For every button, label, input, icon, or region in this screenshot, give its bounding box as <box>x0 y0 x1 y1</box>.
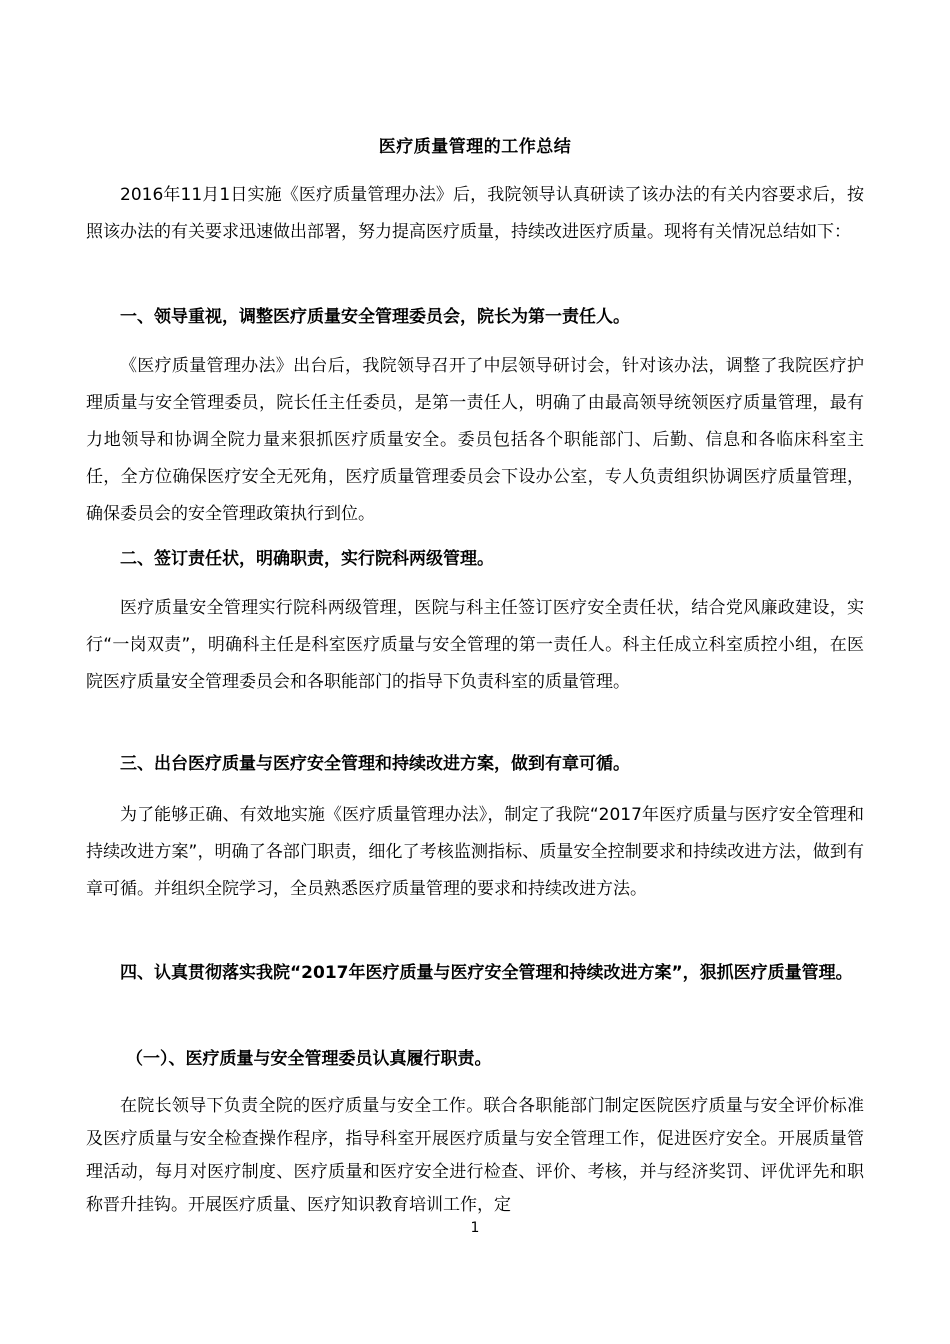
section-3-heading: 三、出台医疗质量与医疗安全管理和持续改进方案，做到有章可循。 <box>120 754 630 774</box>
section-1-heading: 一、领导重视，调整医疗质量安全管理委员会，院长为第一责任人。 <box>120 307 630 327</box>
section-2-body: 医疗质量安全管理实行院科两级管理，医院与科主任签订医疗安全责任状，结合党风廉政建设，实行“一岗双责”，明确科主任是科室医疗质量与安全管理的第一责任人。科主任成立科室质控小组，在医院医疗质量安全管理委员会和各职能部门的指导下负责科室的质量管理。 <box>86 598 864 692</box>
intro-paragraph: 2016年11月1日实施《医疗质量管理办法》后，我院领导认真研读了该办法的有关内容要求后，按照该办法的有关要求迅速做出部署，努力提高医疗质量，持续改进医疗质量。现将有关情况总结如下： <box>86 185 864 242</box>
section-4-heading: 四、认真贯彻落实我院“2017年医疗质量与医疗安全管理和持续改进方案”，狠抓医疗质量管理。 <box>120 963 853 983</box>
page-number: 1 <box>470 1220 480 1236</box>
section-4-body: 在院长领导下负责全院的医疗质量与安全工作。联合各职能部门制定医院医疗质量与安全评价标准及医疗质量与安全检查操作程序，指导科室开展医疗质量与安全管理工作，促进医疗安全。开展质量管理活动，每月对医疗制度、医疗质量和医疗安全进行检查、评价、考核，并与经济奖罚、评优评先和职称晋升挂钩。开展医疗质量、医疗知识教育培训工作，定 <box>86 1096 864 1215</box>
section-3-body: 为了能够正确、有效地实施《医疗质量管理办法》，制定了我院“2017年医疗质量与医疗安全管理和持续改进方案”，明确了各部门职责，细化了考核监测指标、质量安全控制要求和持续改进方法，做到有章可循。并组织全院学习，全员熟悉医疗质量管理的要求和持续改进方法。 <box>86 805 864 899</box>
section-1-body: 《医疗质量管理办法》出台后，我院领导召开了中层领导研讨会，针对该办法，调整了我院医疗护理质量与安全管理委员，院长任主任委员，是第一责任人，明确了由最高领导统领医疗质量管理，最有力地领导和协调全院力量来狠抓医疗质量安全。委员包括各个职能部门、后勤、信息和各临床科室主任，全方位确保医疗安全无死角，医疗质量管理委员会下设办公室，专人负责组织协调医疗质量管理，确保委员会的安全管理政策执行到位。 <box>86 356 864 524</box>
section-2-heading: 二、签订责任状，明确职责，实行院科两级管理。 <box>120 549 494 569</box>
section-4-subheading: （一）、医疗质量与安全管理委员认真履行职责。 <box>126 1049 492 1069</box>
document-title: 医疗质量管理的工作总结 <box>378 137 572 157</box>
